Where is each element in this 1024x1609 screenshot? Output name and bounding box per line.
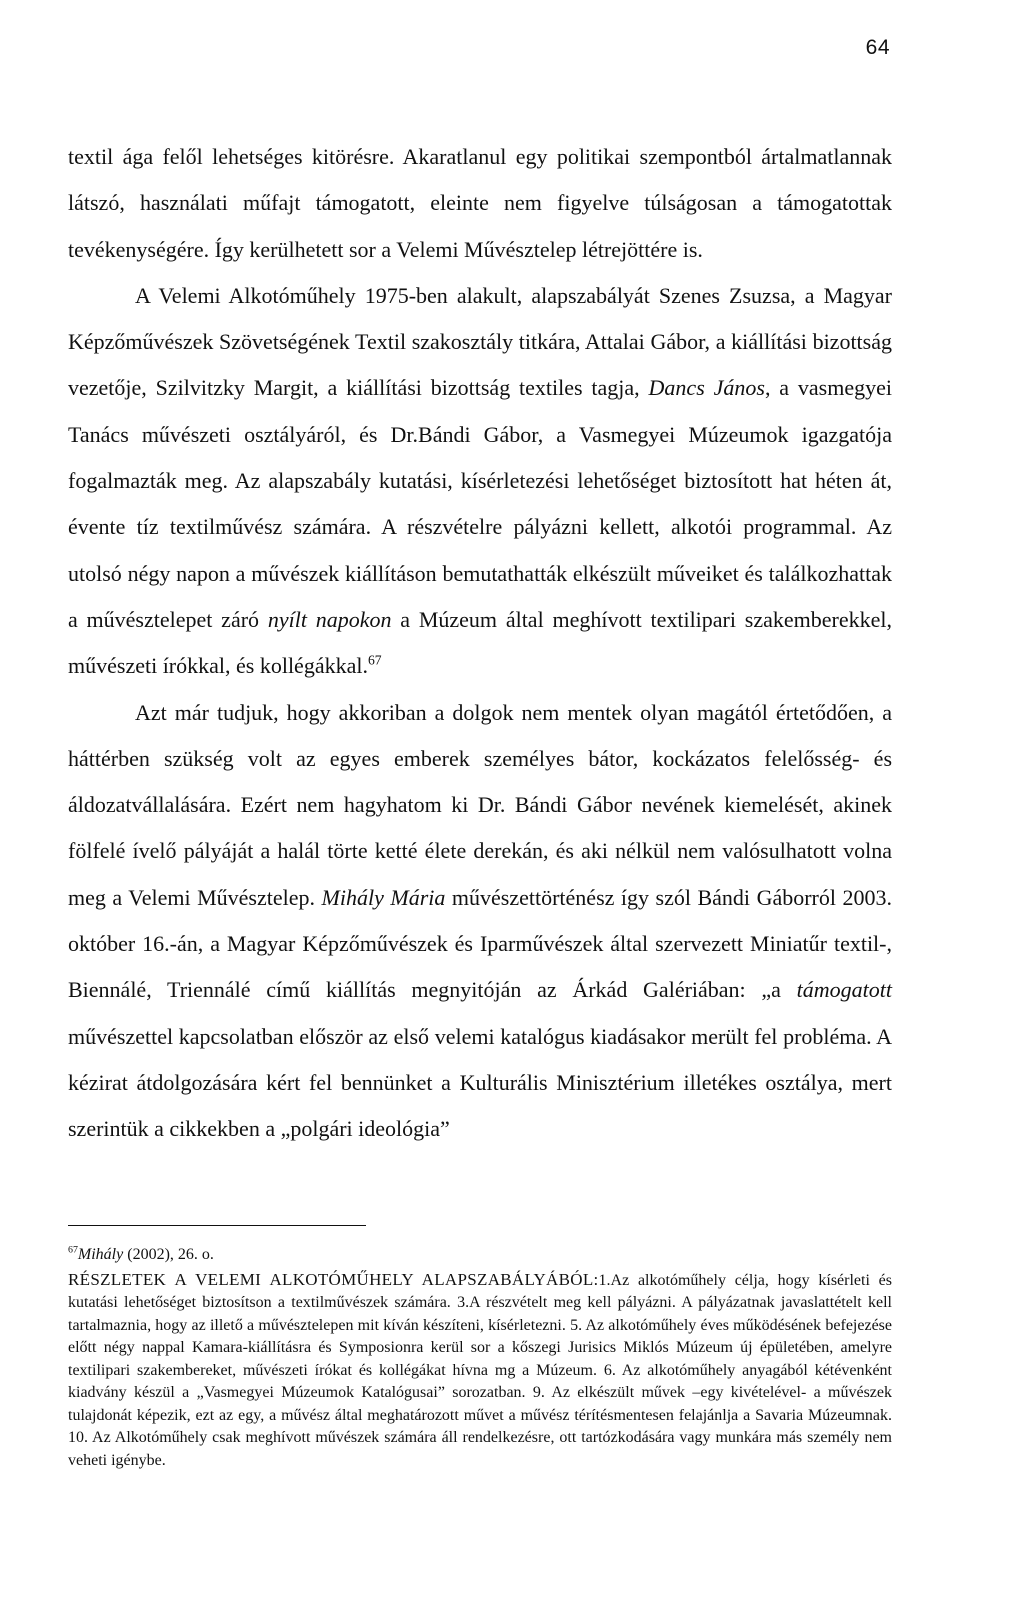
paragraph-2-italic-term: nyílt napokon: [267, 606, 392, 632]
main-text: [68, 134, 892, 1153]
page-number: 64: [865, 36, 890, 59]
footnote-67-author: Mihály: [77, 1246, 124, 1263]
paragraph-3-part-c: művészettel kapcsolatban először az első velemi katalógus kiadásakor merült fel probléma. A kézirat átdolgozására kért fel bennünket a Kulturális Minisztérium illetékes osztálya, mert szerintük a cikkekben a „polgári ideológia”: [68, 1023, 892, 1142]
paragraph-2: [68, 273, 892, 690]
footnote-67: [68, 1244, 892, 1267]
footnote-excerpt-title: RÉSZLETEK A VELEMI ALKOTÓMŰHELY ALAPSZABÁLYÁBÓL:: [68, 1269, 599, 1289]
footnote-excerpt-body: 1.Az alkotóműhely célja, hogy kísérleti és kutatási lehetőséget biztosítson a textilművészek számára. 3.A részvételt meg kell pályázni. A pályázatnak javaslattételt kell tartalmaznia, hogy az illető a művésztelepen mit kíván készíteni, kísérletezni. 5. Az alkotóműhely éves működésének befejezése előtt négy nappal Kamara-kiállításra és Symposionra kerül sor a kőszegi Jurisics Miklós Múzeum új épületében, amelyre textilipari szakembereket, művészeti írókat és kollégákat hívna mg a Múzeum. 6. Az alkotóműhely anyagából kétévenként kiadvány készül a „Vasmegyei Múzeumok Katalógusai” sorozatban. 9. Az elkészült művek –egy kivételével- a művészek tulajdonát képezik, ezt az egy, a művész által meghatározott művet a művész térítésmentesen felajánlja a Savaria Múzeumnak. 10. Az Alkotóműhely csak meghívott művészek számára áll rendelkezésre, ott tartózkodására vagy munkára más személy nem veheti igénybe.: [68, 1271, 892, 1469]
paragraph-3-italic-name: Mihály Mária: [321, 884, 446, 910]
paragraph-2-part-b: , a vasmegyei Tanács művészeti osztályáról, és Dr.Bándi Gábor, a Vasmegyei Múzeumok igazgatója fogalmazták meg. Az alapszabály kutatási, kísérletezési lehetőséget biztosított hat héten át, évente tíz textilművész számára. A részvételre pályázni kellett, alkotói programmal. Az utolsó négy napon a művészek kiállításon bemutathatták elkészült műveiket és találkozhattak a művésztelepet záró: [68, 375, 892, 632]
paragraph-3-part-a: Azt már tudjuk, hogy akkoriban a dolgok nem mentek olyan magától értetődően, a háttérben szükség volt az egyes emberek személyes bátor, kockázatos felelősség- és áldozatvállalására. Ezért nem hagyhatom ki Dr. Bándi Gábor nevének kiemelését, akinek fölfelé ívelő pályáját a halál törte ketté élete derekán, és aki nélkül nem valósulhatott volna meg a Velemi Művésztelep.: [68, 699, 892, 910]
paragraph-3-part-b: művészettörténész így szól Bándi Gáborról 2003. október 16.-án, a Magyar Képzőművészek és Iparművészek által szervezett Miniatűr textil-, Biennálé, Triennálé című kiállítás megnyitóján az Árkád Galériában: „a: [68, 884, 892, 1003]
paragraph-2-part-a: A Velemi Alkotóműhely 1975-ben alakult, alapszabályát Szenes Zsuzsa, a Magyar Képzőművészek Szövetségének Textil szakosztály titkára, Attalai Gábor, a kiállítási bizottság vezetője, Szilvitzky Margit, a kiállítási bizottság textiles tagja,: [68, 282, 892, 401]
footnote-67-citation: (2002), 26. o.: [123, 1246, 214, 1263]
footnotes: [68, 1244, 892, 1474]
footnote-ref-67[interactable]: 67: [367, 652, 382, 668]
paragraph-3-italic-term: támogatott: [796, 977, 892, 1003]
footnote-67-marker: 67: [68, 1244, 78, 1256]
footnote-divider: [68, 1225, 366, 1226]
paragraph-2-part-c: a Múzeum által meghívott textilipari szakemberekkel, művészeti írókkal, és kollégákkal.: [68, 606, 892, 679]
paragraph-1: textil ága felől lehetséges kitörésre. Akaratlanul egy politikai szempontból ártalmatlannak látszó, használati műfajt támogatott, eleinte nem figyelve túlságosan a támogatottak tevékenységére. Így kerülhetett sor a Velemi Művésztelep létrejöttére is.: [68, 144, 892, 262]
footnote-excerpt: [68, 1269, 892, 1473]
paragraph-2-italic-name: Dancs János: [648, 375, 765, 401]
paragraph-3: [68, 690, 892, 1153]
